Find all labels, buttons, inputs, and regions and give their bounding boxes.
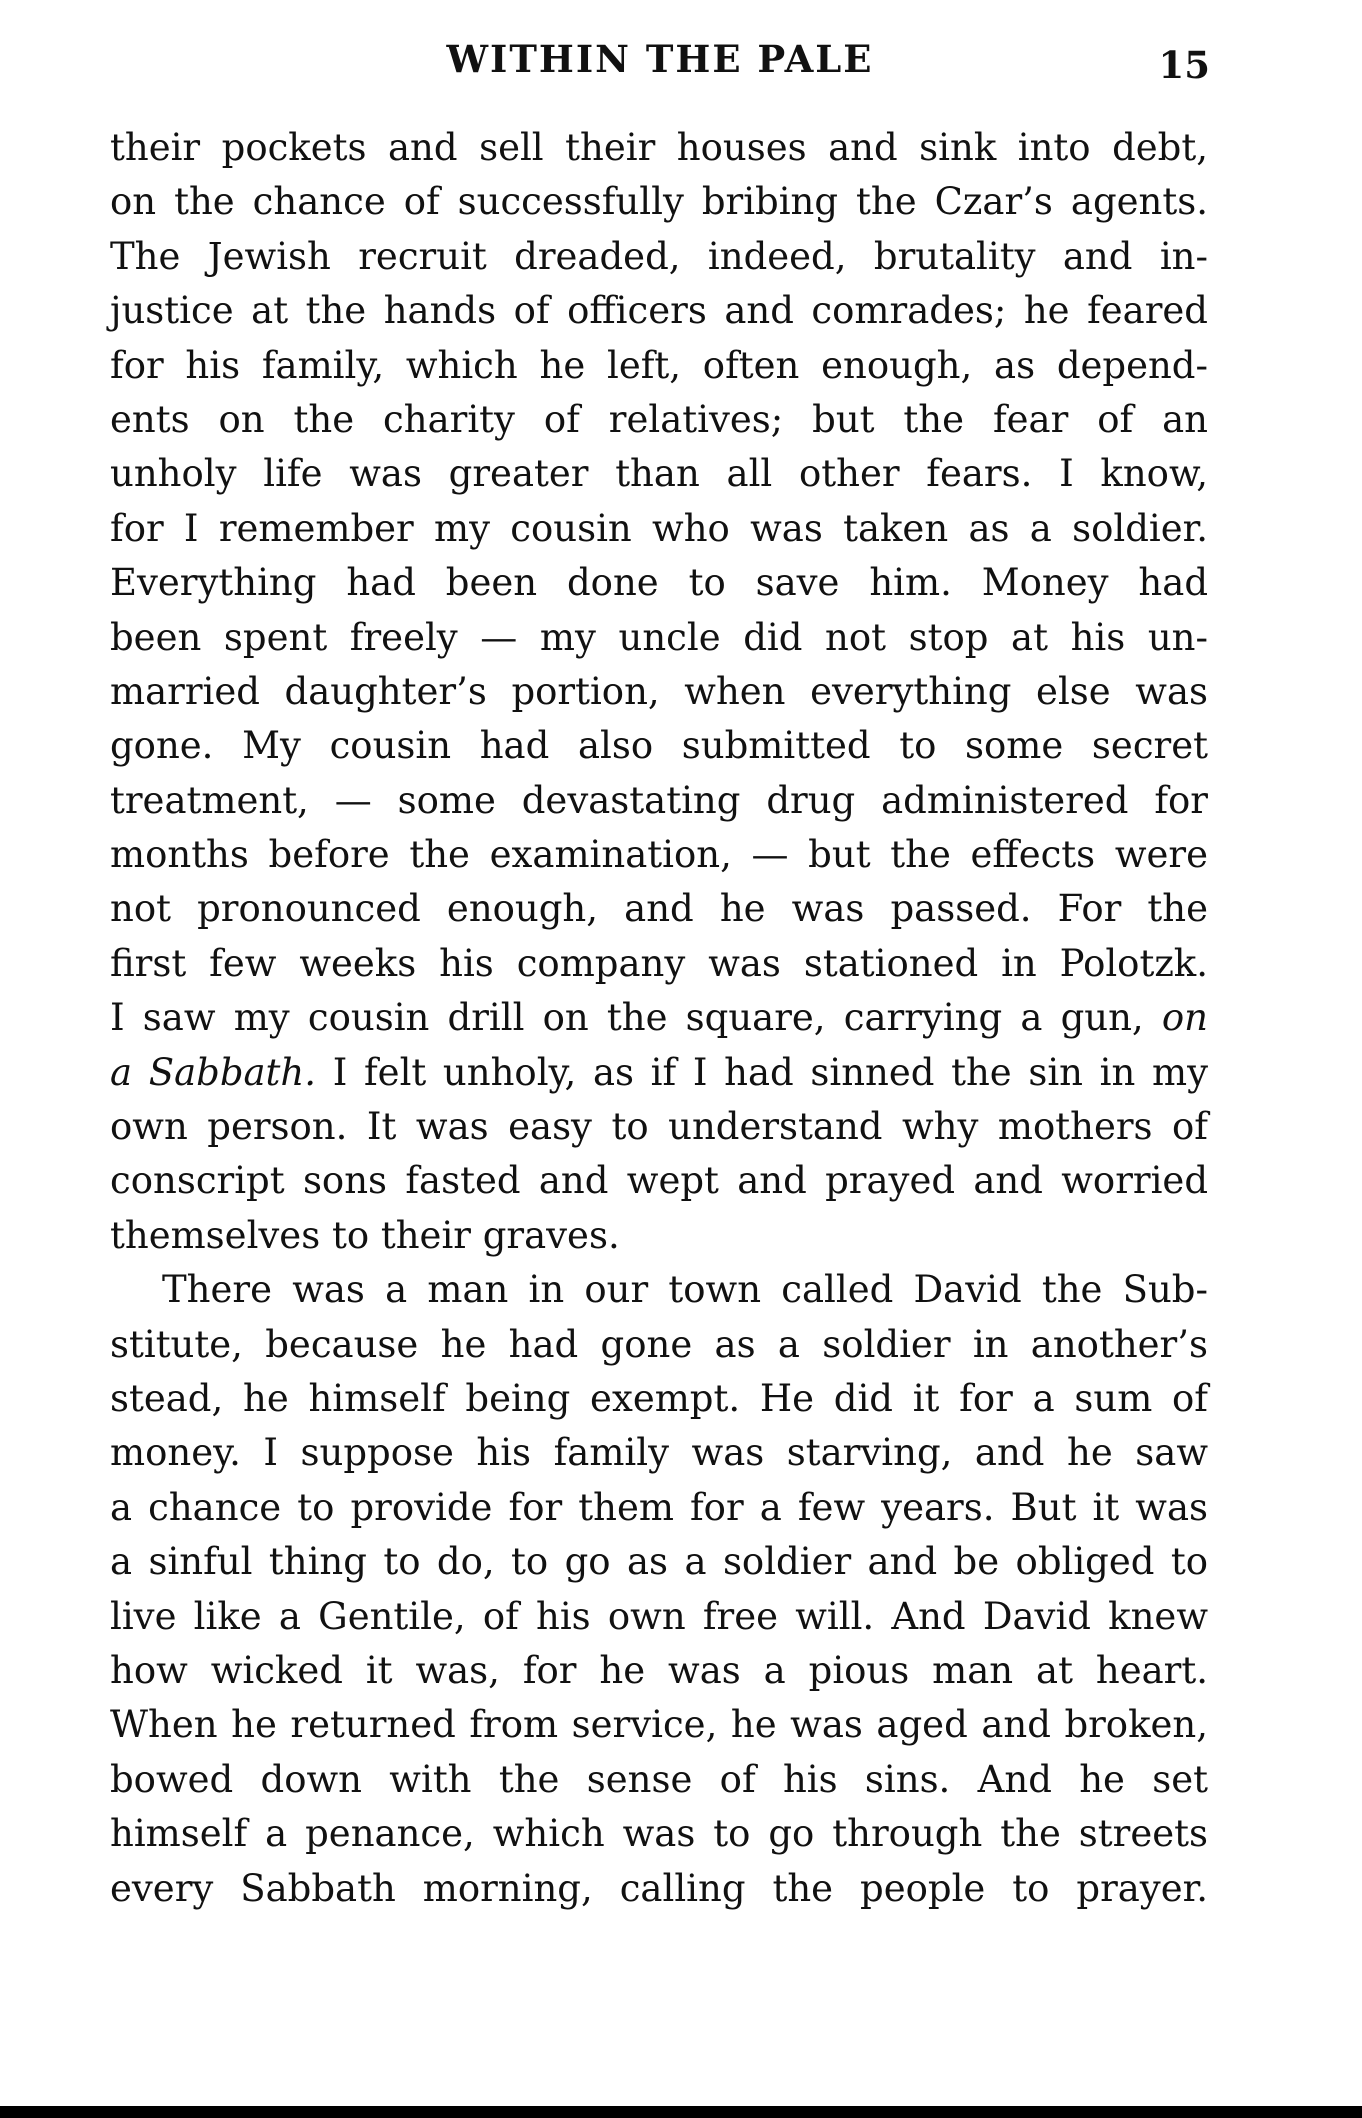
text-line-with-italic: [110, 1046, 1208, 1100]
text-line: treatment, — some devastating drug administered for: [110, 778, 1208, 822]
text-line: months before the examination, — but the effects were: [110, 833, 1208, 877]
page-header: [110, 34, 1210, 94]
text-line: on the chance of successfully bribing the Czar’s agents.: [110, 180, 1208, 224]
text-line: There was a man in our town called David the Sub-: [162, 1268, 1208, 1312]
page-number: 15: [1158, 43, 1210, 87]
paragraph-2: [110, 1263, 1208, 1916]
italic-emphasis: on: [1161, 996, 1208, 1040]
text-line: stitute, because he had gone as a soldier in another’s: [110, 1322, 1208, 1366]
text-line: their pockets and sell their houses and sink into debt,: [110, 126, 1208, 169]
text-line: been spent freely — my uncle did not stop at his un-: [110, 615, 1208, 659]
body-text: [110, 121, 1208, 1916]
page-bottom-edge: [0, 2106, 1362, 2118]
text-line: unholy life was greater than all other fears. I know,: [110, 452, 1208, 496]
text-line: themselves to their graves.: [110, 1213, 620, 1257]
text-line: own person. It was easy to understand why mothers of: [110, 1105, 1208, 1149]
text-line: himself a penance, which was to go through the streets: [110, 1812, 1208, 1856]
text-line-with-italic: [110, 991, 1208, 1045]
text-line: a chance to provide for them for a few years. But it was: [110, 1485, 1208, 1529]
text-line: married daughter’s portion, when everything else was: [110, 669, 1208, 713]
text-line: stead, he himself being exempt. He did it for a sum of: [110, 1376, 1208, 1420]
text-line: ents on the charity of relatives; but the fear of an: [110, 397, 1208, 441]
text-line: for I remember my cousin who was taken as a soldier.: [110, 506, 1208, 550]
text-line: Everything had been done to save him. Money had: [110, 561, 1208, 605]
text-line: bowed down with the sense of his sins. And he set: [110, 1757, 1208, 1801]
text-line: not pronounced enough, and he was passed. For the: [110, 887, 1208, 931]
text-line: When he returned from service, he was aged and broken,: [110, 1703, 1208, 1747]
text-line: first few weeks his company was stationed in Polotzk.: [110, 941, 1208, 985]
text-line: The Jewish recruit dreaded, indeed, brutality and in-: [110, 234, 1208, 278]
text-line: every Sabbath morning, calling the people to prayer.: [110, 1866, 1208, 1910]
text-line: live like a Gentile, of his own free will. And David knew: [110, 1594, 1208, 1638]
text-line: money. I suppose his family was starving, and he saw: [110, 1431, 1208, 1475]
text-line: justice at the hands of officers and comrades; he feared: [110, 289, 1208, 333]
running-head: WITHIN THE PALE: [446, 37, 874, 81]
italic-emphasis: a Sabbath.: [110, 1050, 317, 1094]
text-line: how wicked it was, for he was a pious man at heart.: [110, 1648, 1208, 1692]
paragraph-1: [110, 121, 1208, 1263]
text-line: gone. My cousin had also submitted to some secret: [110, 724, 1208, 768]
text-segment: I saw my cousin drill on the square, carrying a gun,: [110, 996, 1144, 1040]
text-line: a sinful thing to do, to go as a soldier and be obliged to: [110, 1540, 1208, 1584]
text-line: conscript sons fasted and wept and prayed and worried: [110, 1159, 1208, 1203]
text-line: for his family, which he left, often enough, as depend-: [110, 343, 1208, 387]
text-segment: I felt unholy, as if I had sinned the sin in my: [316, 1050, 1208, 1094]
